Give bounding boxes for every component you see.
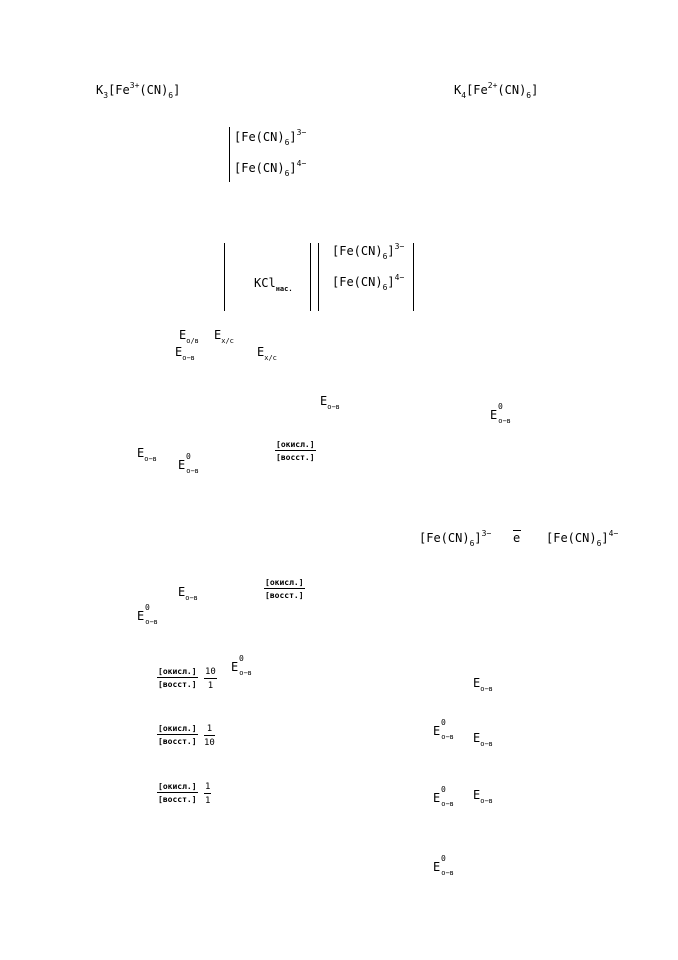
case1-e: $E_{о-в}$	[473, 676, 493, 693]
case3-e0: E 0 $_{о-в}$	[433, 854, 454, 877]
symbol-e-ref: $E_{х/с}$	[214, 328, 234, 345]
nernst-ratio-2: [окисл.] [восст.]	[265, 578, 304, 600]
nernst-e0: E 0 $_{о-в}$	[178, 452, 199, 475]
case2-ratio: [окисл.] [восст.]	[158, 724, 197, 746]
symbol-e-ox-red-3: $E_{о-в}$	[320, 394, 340, 411]
cell-ion-ferricyanide: $[Fe(CN)_6]^{3-}$	[332, 242, 405, 261]
salt-bridge-line-2	[318, 243, 319, 311]
symbol-e0-standard-2: E 0 $_{о-в}$	[231, 654, 252, 677]
reaction-electron: e	[513, 531, 521, 545]
case1-e0: E 0 $_{о-в}$	[433, 718, 454, 741]
case1-ratio: [окисл.] [восст.]	[158, 667, 197, 689]
formula-k3-ferricyanide: $K_3[Fe^{3+}(CN)_6]$	[96, 81, 181, 100]
symbol-e-ox-red-2: $E_{о-в}$	[175, 345, 195, 362]
kcl-saturated: KCl$_{нас.}$	[254, 276, 293, 293]
case3-e: $E_{о-в}$	[473, 788, 493, 805]
reaction-ox: $[Fe(CN)_6]^{3-}$	[419, 529, 492, 548]
salt-bridge-line-1	[310, 243, 311, 311]
formula-k4-ferrocyanide: $K_4[Fe^{2+}(CN)_6]$	[454, 81, 539, 100]
ion-ferrocyanide: $[Fe(CN)_6]^{4-}$	[234, 159, 307, 178]
electrode-line-right	[413, 243, 414, 311]
case1-value: $\frac{10}{1}$	[205, 667, 216, 691]
electrode-line-left	[224, 243, 225, 311]
ion-ferricyanide: $[Fe(CN)_6]^{3-}$	[234, 128, 307, 147]
nernst-ratio-1: [окисл.] [восст.]	[276, 440, 315, 462]
symbol-e-ref-2: $E_{х/с}$	[257, 345, 277, 362]
case3-ratio: [окисл.] [восст.]	[158, 782, 197, 804]
case3-value: $\frac{1}{1}$	[205, 782, 211, 806]
case2-e0: E 0 $_{о-в}$	[433, 785, 454, 808]
reaction-red: $[Fe(CN)_6]^{4-}$	[546, 529, 619, 548]
case2-value: $\frac{1}{10}$	[204, 724, 215, 748]
cell-ion-ferrocyanide: $[Fe(CN)_6]^{4-}$	[332, 273, 405, 292]
electrode-line	[229, 127, 230, 182]
nernst2-e0: E 0 $_{о-в}$	[137, 603, 158, 626]
case2-e: $E_{о-в}$	[473, 731, 493, 748]
symbol-e0-standard: E 0 $_{о-в}$	[490, 402, 511, 425]
nernst2-e: $E_{о-в}$	[178, 585, 198, 602]
nernst-e: $E_{о-в}$	[137, 446, 157, 463]
symbol-e-ox-red: $E_{о/в}$	[179, 328, 199, 345]
